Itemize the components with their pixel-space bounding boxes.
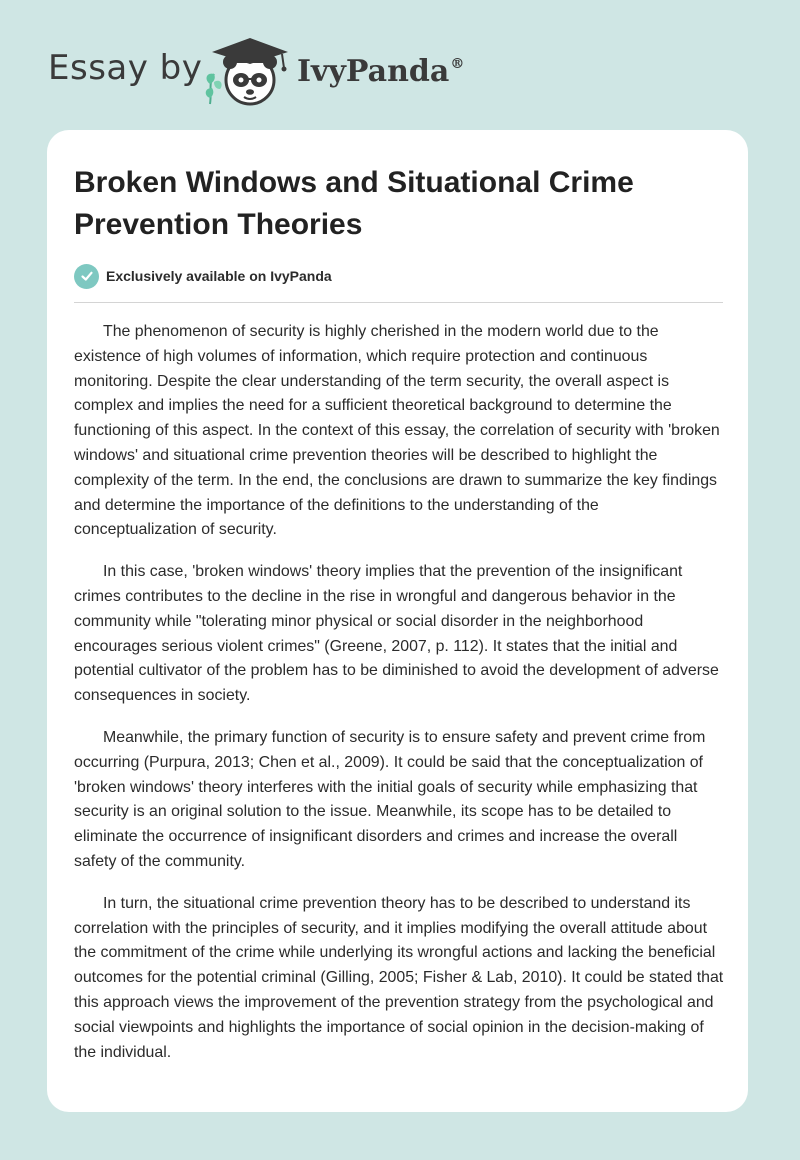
panda-graduate-icon[interactable] [200, 34, 292, 110]
site-header [0, 0, 800, 130]
paragraph: In turn, the situational crime prevention theory has to be described to understand its correlation with the principles of security, and it implies modifying the overall attitude about the commitment of the crime while underlying its wrongful actions and lacking the beneficial outcomes for the potential criminal (Gilling, 2005; Fisher & Lab, 2010). It could be stated that this approach views the improvement of the prevention strategy from the psychological and social viewpoints and highlights the importance of social opinion in the decision-making of the individual. [74, 894, 724, 1061]
exclusive-badge-label: Exclusively available on IvyPanda [106, 268, 332, 284]
essay-title: Broken Windows and Situational Crime Prevention Theories [74, 166, 634, 241]
registered-mark: ® [450, 56, 465, 72]
paragraph: In this case, 'broken windows' theory implies that the prevention of the insignificant crimes contributes to the decline in the rise in wrongful and dangerous behavior in the community while "tolerating minor physical or social disorder in the neighborhood encourages serious violent crimes" (Greene, 2007, p. 112). It states that the initial and potential cultivator of the problem has to be diminished to avoid the development of adverse consequences in society. [74, 563, 719, 705]
paragraph: The phenomenon of security is highly cherished in the modern world due to the existence of high volumes of information, which require protection and continuous monitoring. Despite the clear understanding of the term security, the overall aspect is complex and implies the need for a sufficient theoretical background to determine the functioning of this aspect. In the context of this essay, the correlation of security with 'broken windows' and situational crime prevention theories will be described to highlight the complexity of the term. In the end, the conclusions are drawn to summarize the key findings and determine the importance of the definitions to the understanding of the conceptualization of security. [74, 323, 720, 539]
essay-by-label: Essay by [48, 48, 203, 88]
brand-name: IvyPanda [297, 54, 450, 89]
essay-body [74, 320, 724, 1082]
brand-logo-text[interactable] [297, 54, 464, 89]
checkmark-icon [74, 264, 99, 289]
exclusive-badge [74, 263, 332, 289]
essay-card [47, 130, 748, 1112]
divider [74, 302, 723, 303]
paragraph: Meanwhile, the primary function of security is to ensure safety and prevent crime from occurring (Purpura, 2013; Chen et al., 2009). It could be said that the conceptualization of 'broken windows' theory interferes with the initial goals of security while emphasizing that security is an original solution to the issue. Meanwhile, its scope has to be detailed to eliminate the occurrence of insignificant disorders and crimes and increase the overall safety of the community. [74, 728, 706, 870]
